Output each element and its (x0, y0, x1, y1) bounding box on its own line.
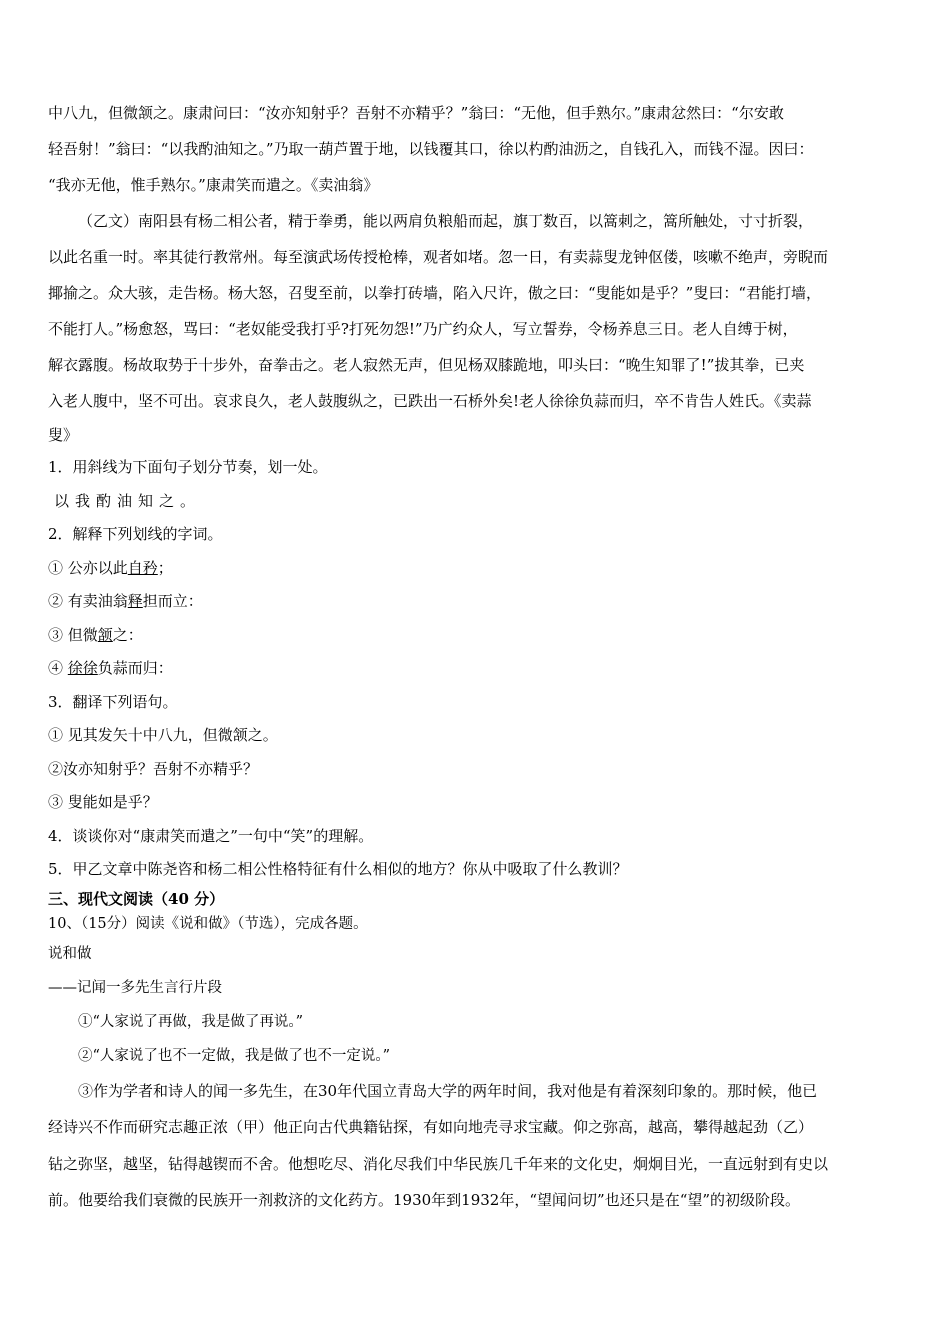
section-heading: 三、现代文阅读（40 分） (48, 889, 225, 908)
essay-para-2: ②“人家说了也不一定做，我是做了也不一定说。” (78, 1047, 391, 1064)
question-3: 3．翻译下列语句。 (48, 692, 178, 711)
essay-para-1: ①“人家说了再做，我是做了再说。” (78, 1013, 304, 1030)
passage-b-line: 不能打人。”杨愈怒，骂曰：“老奴能受我打乎?打死勿怨!”乃广约众人，写立誓券，令杨养息三日。老人自缚于树， (48, 320, 798, 338)
essay-para-3-line: ③作为学者和诗人的闻一多先生，在30年代国立青岛大学的两年时间，我对他是有着深刻印象的。那时候，他已 (78, 1081, 818, 1100)
question-1-sentence: 以我酌油知之。 (54, 491, 202, 510)
item-text: ③ 但微 (48, 625, 98, 644)
passage-a-line: “我亦无他，惟手熟尔。”康肃笑而遣之。《卖油翁》 (48, 176, 379, 194)
essay-subtitle: ——记闻一多先生言行片段 (48, 979, 222, 996)
underlined-word: 自矜 (127, 558, 158, 577)
passage-a (48, 95, 906, 203)
passage-a-line: 中八九，但微颔之。康肃问曰：“汝亦知射乎？吾射不亦精乎？”翁曰：“无他，但手熟尔。”康肃忿然曰：“尔安敢 (48, 104, 784, 122)
question-2-item (48, 652, 906, 686)
passage-b (48, 203, 906, 451)
passage-b-line: 叟》 (48, 426, 79, 444)
item-text: 之： (112, 625, 143, 644)
question-5: 5．甲乙文章中陈尧咨和杨二相公性格特征有什么相似的地方？你从中吸取了什么教训？ (48, 860, 628, 878)
underlined-word: 释 (127, 592, 143, 610)
question-2-item (48, 619, 906, 653)
question-3-item: ③ 叟能如是乎？ (48, 793, 158, 811)
underlined-word: 颔 (97, 625, 113, 644)
question-1: 1．用斜线为下面句子划分节奏，划一处。 (48, 458, 328, 476)
item-text: 担而立： (142, 592, 203, 610)
item-text: 负蒜而归： (97, 659, 173, 677)
passage-a-line: 轻吾射！”翁曰：“以我酌油知之。”乃取一葫芦置于地，以钱覆其口，徐以杓酌油沥之，自钱孔入，而钱不湿。因曰： (48, 140, 814, 158)
question-2-item (48, 552, 906, 586)
section-3 (48, 887, 906, 1219)
question-4: 4．谈谈你对“康肃笑而遣之”一句中“笑”的理解。 (48, 826, 374, 845)
passage-b-line: （乙文）南阳县有杨二相公者，精于拳勇，能以两肩负粮船而起，旗丁数百，以篙刺之，篙所触处，寸寸折裂， (78, 212, 814, 230)
essay-title: 说和做 (48, 945, 92, 962)
item-text: ② 有卖油翁 (48, 592, 128, 610)
passage-b-line: 揶揄之。众大骇，走告杨。杨大怒，召叟至前，以拳打砖墙，陷入尺许，傲之曰：“叟能如是乎？”叟曰：“君能打墙， (48, 284, 822, 302)
question-10: 10、（15分）阅读《说和做》（节选），完成各题。 (48, 915, 368, 932)
question-2: 2．解释下列划线的字词。 (48, 525, 223, 543)
passage-b-line: 解衣露腹。杨故取势于十步外，奋拳击之。老人寂然无声，但见杨双膝跪地，叩头曰：“晚生知罪了!”拔其拳，已夹 (48, 356, 805, 374)
question-3-item: ②汝亦知射乎？吾射不亦精乎？ (48, 759, 259, 778)
underlined-word: 徐徐 (67, 659, 98, 677)
passage-b-line: 入老人腹中，坚不可出。哀求良久，老人鼓腹纵之，已跌出一石桥外矣!老人徐徐负蒜而归，卒不肯告人姓氏。《卖蒜 (48, 392, 812, 410)
item-text: ； (157, 558, 173, 577)
question-3-item: ① 见其发矢十中八九，但微颔之。 (48, 726, 278, 744)
item-text: ④ (48, 659, 68, 677)
document-page (48, 95, 906, 1219)
essay-para-3-line: 经诗兴不作而研究志趣正浓（甲）他正向古代典籍钻探，有如向地壳寻求宝藏。仰之弥高，越高，攀得越起劲（乙） (48, 1118, 814, 1136)
questions (48, 451, 906, 887)
item-text: ① 公亦以此 (48, 558, 128, 577)
essay-para-3-line: 前。他要给我们衰微的民族开一剂救济的文化药方。1930年到1932年，“望闻问切”也还只是在“望”的初级阶段。 (48, 1191, 801, 1209)
essay-para-3-line: 钻之弥坚，越坚，钻得越锲而不舍。他想吃尽、消化尽我们中华民族几千年来的文化史，炯炯目光，一直远射到有史以 (48, 1154, 829, 1173)
passage-b-line: 以此名重一时。率其徒行教常州。每至演武场传授枪棒，观者如堵。忽一日，有卖蒜叟龙钟伛偻，咳嗽不绝声，旁睨而 (48, 248, 829, 266)
question-2-item (48, 585, 906, 619)
